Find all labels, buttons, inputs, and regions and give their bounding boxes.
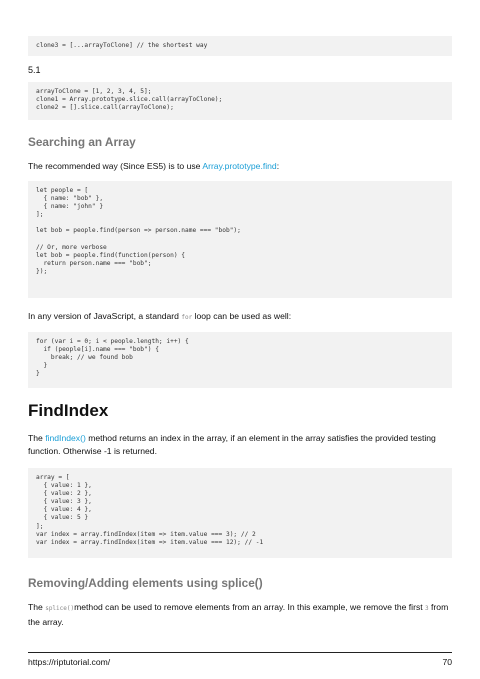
code-line: break; // we found bob xyxy=(36,354,133,362)
code-line: } xyxy=(36,370,40,378)
findindex-link[interactable]: findIndex() xyxy=(45,433,86,443)
code-line: let people = [ xyxy=(36,187,89,194)
code-line: clone1 = Array.prototype.slice.call(arrayToClone); xyxy=(36,96,223,104)
para-for-loop xyxy=(28,310,452,325)
inline-code-3: 3 xyxy=(425,605,429,612)
inline-code-for: for xyxy=(181,314,193,321)
code-line: // Or, more verbose xyxy=(36,243,107,251)
code-line: if (people[i].name === "bob") { xyxy=(36,346,159,354)
code-line: var index = array.findIndex(item => item.value === 12); // -1 xyxy=(36,538,264,546)
code-line xyxy=(36,236,444,244)
code-line: let bob = people.find(function(person) { xyxy=(36,251,186,259)
heading-findindex: FindIndex xyxy=(28,401,109,420)
para-findindex xyxy=(28,432,452,457)
code-line: { value: 3 }, xyxy=(36,498,92,506)
code-line xyxy=(36,219,444,227)
code-line: let bob = people.find(person => person.name === "bob"); xyxy=(36,227,241,235)
code-line: clone2 = [].slice.call(arrayToClone); xyxy=(36,104,174,112)
para-find-text: The recommended way (Since ES5) is to use xyxy=(28,161,203,171)
section-number: 5.1 xyxy=(28,65,41,75)
para-for-text: In any version of JavaScript, a standard xyxy=(28,311,182,321)
code-block-people-find xyxy=(28,181,452,298)
code-line: }); xyxy=(36,267,48,275)
page-number: 70 xyxy=(442,657,452,667)
array-prototype-find-link[interactable]: Array.prototype.find xyxy=(202,161,277,171)
code-line: clone3 = [...arrayToClone] // the shortest way xyxy=(36,42,208,49)
footer-url[interactable]: https://riptutorial.com/ xyxy=(28,657,111,667)
code-block-for-loop xyxy=(28,332,452,388)
para-findindex-after: method returns an index in the array, if an element in the array satisfies the provided testing function. Otherwise -1 is returned. xyxy=(28,433,436,456)
code-line: var index = array.findIndex(item => item.value === 3); // 2 xyxy=(36,530,256,538)
code-line: return person.name === "bob"; xyxy=(36,259,152,267)
code-line: } xyxy=(36,362,48,370)
code-line: for (var i = 0; i < people.length; i++) { xyxy=(36,338,189,345)
para-splice-after: from the array. xyxy=(28,602,449,627)
code-block-clone3 xyxy=(28,36,452,56)
code-line: { value: 2 }, xyxy=(36,490,92,498)
code-line: { value: 5 } xyxy=(36,514,89,522)
code-line: { value: 1 }, xyxy=(36,482,92,490)
code-line: ]; xyxy=(36,522,44,530)
para-find-colon: : xyxy=(276,161,280,171)
code-line: { value: 4 }, xyxy=(36,506,92,514)
heading-removing-adding-splice: Removing/Adding elements using splice() xyxy=(28,576,263,590)
para-splice xyxy=(28,601,452,628)
inline-code-splice: splice() xyxy=(45,605,75,612)
code-line: { name: "bob" }, xyxy=(36,195,104,203)
heading-searching-array: Searching an Array xyxy=(28,135,136,149)
code-line: ]; xyxy=(36,211,44,219)
code-line: { name: "john" } xyxy=(36,203,104,211)
code-block-findindex xyxy=(28,468,452,558)
code-line: arrayToClone = [1, 2, 3, 4, 5]; xyxy=(36,88,152,95)
para-splice-text: The xyxy=(28,602,46,612)
para-find xyxy=(28,160,452,173)
footer-divider xyxy=(28,652,452,653)
para-for-after: loop can be used as well: xyxy=(192,311,292,321)
code-line: array = [ xyxy=(36,474,70,481)
para-findindex-text: The xyxy=(28,433,46,443)
para-splice-middle: method can be used to remove elements from an array. In this example, we remove the first xyxy=(74,602,426,612)
code-block-array-clone xyxy=(28,82,452,120)
